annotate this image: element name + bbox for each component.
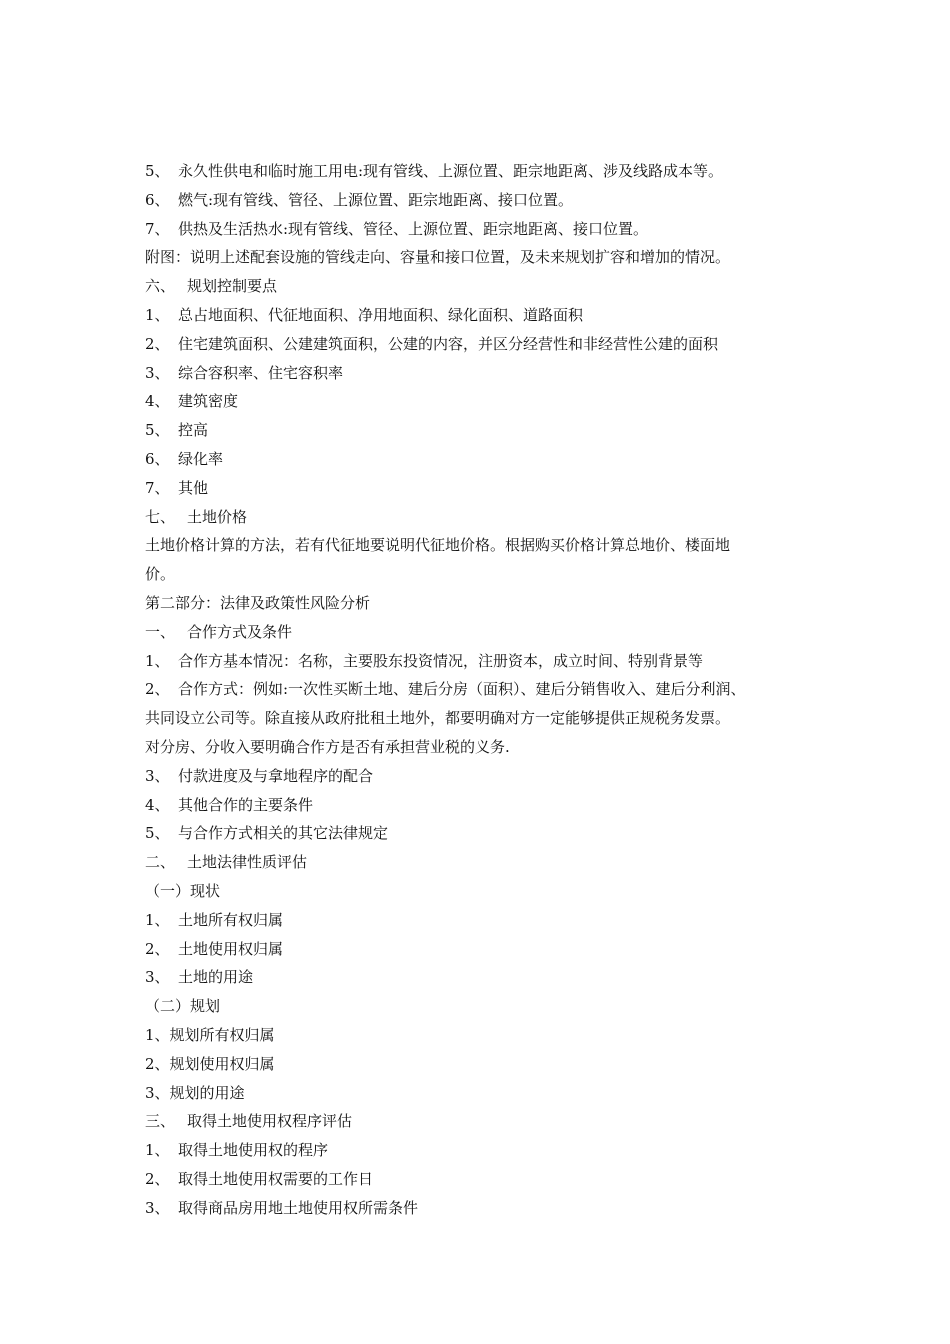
line-text: 绿化率 [178,449,224,468]
text-line [145,1136,825,1165]
item-number: 3、 [145,363,170,382]
text-line [145,387,825,416]
item-number: 5、 [145,421,170,440]
text-line [145,301,825,330]
item-number: 1、 [145,910,170,929]
line-text: 附图：说明上述配套设施的管线走向、容量和接口位置，及未来规划扩容和增加的情况。 [145,248,731,267]
part-heading [145,589,825,618]
line-text: 土地价格计算的方法，若有代征地要说明代征地价格。根据购买价格计算总地价、楼面地 [145,536,731,555]
item-number: 1、 [145,651,170,670]
text-line [145,675,825,704]
line-text: 住宅建筑面积、公建建筑面积，公建的内容，并区分经营性和非经营性公建的面积 [178,334,719,353]
text-line [145,157,825,186]
text-line [145,531,825,560]
section-number: 六、 [145,277,176,296]
item-number: 2、 [145,334,170,353]
section-heading [145,618,825,647]
item-number: 4、 [145,795,170,814]
text-line [145,733,825,762]
text-line [145,560,825,589]
line-text: 价。 [145,565,176,584]
line-text: 燃气:现有管线、管径、上源位置、距宗地距离、接口位置。 [178,190,574,209]
line-text: 总占地面积、代征地面积、净用地面积、绿化面积、道路面积 [178,305,584,324]
text-line [145,819,825,848]
item-number: 2、 [145,680,170,699]
section-heading [145,1107,825,1136]
text-line [145,243,825,272]
line-text: 控高 [178,421,209,440]
section-heading [145,272,825,301]
item-number: 2、 [145,939,170,958]
item-number: 1、 [145,1141,170,1160]
section-number: 七、 [145,507,176,526]
item-number: 7、 [145,219,170,238]
subsection-heading [145,992,825,1021]
item-number: 4、 [145,392,170,411]
text-line [145,704,825,733]
item-number: 6、 [145,449,170,468]
item-number: 2、 [145,1169,170,1188]
line-text: 付款进度及与拿地程序的配合 [178,766,374,785]
section-title: 土地法律性质评估 [187,853,308,872]
text-line [145,474,825,503]
line-text: 土地使用权归属 [178,939,284,958]
line-text: 3、规划的用途 [145,1083,245,1102]
text-line [145,186,825,215]
line-text: 与合作方式相关的其它法律规定 [178,824,389,843]
text-line [145,963,825,992]
line-text: 取得土地使用权需要的工作日 [178,1169,374,1188]
text-line [145,1165,825,1194]
subsection-title: （一）现状 [145,881,221,900]
text-line [145,330,825,359]
section-title: 取得土地使用权程序评估 [187,1112,353,1131]
text-line [145,416,825,445]
line-text: 其他 [178,478,209,497]
text-line [145,791,825,820]
section-number: 三、 [145,1112,176,1131]
line-text: 建筑密度 [178,392,239,411]
item-number: 5、 [145,824,170,843]
text-line [145,359,825,388]
line-text: 取得土地使用权的程序 [178,1141,329,1160]
text-line [145,215,825,244]
section-number: 一、 [145,622,176,641]
text-line [145,647,825,676]
line-text: 供热及生活热水:现有管线、管径、上源位置、距宗地距离、接口位置。 [178,219,649,238]
text-line [145,935,825,964]
section-title: 规划控制要点 [187,277,278,296]
item-number: 3、 [145,968,170,987]
text-line [145,1050,825,1079]
line-text: 对分房、分收入要明确合作方是否有承担营业税的义务. [145,737,510,756]
line-text: 其他合作的主要条件 [178,795,314,814]
text-line [145,906,825,935]
text-line [145,1079,825,1108]
line-text: 土地的用途 [178,968,254,987]
document-page [145,157,825,1222]
line-text: 合作方式：例如:一次性买断土地、建后分房（面积）、建后分销售收入、建后分利润、 [178,680,746,699]
section-heading [145,503,825,532]
item-number: 1、 [145,305,170,324]
item-number: 3、 [145,1198,170,1217]
line-text: 土地所有权归属 [178,910,284,929]
text-line [145,445,825,474]
subsection-heading [145,877,825,906]
item-number: 6、 [145,190,170,209]
subsection-title: （二）规划 [145,997,221,1016]
text-line [145,1021,825,1050]
line-text: 综合容积率、住宅容积率 [178,363,344,382]
line-text: 合作方基本情况：名称，主要股东投资情况，注册资本，成立时间、特别背景等 [178,651,704,670]
line-text: 永久性供电和临时施工用电:现有管线、上源位置、距宗地距离、涉及线路成本等。 [178,162,724,180]
section-number: 二、 [145,853,176,872]
item-number: 7、 [145,478,170,497]
item-number: 5、 [145,162,170,180]
text-line [145,1194,825,1223]
section-title: 合作方式及条件 [187,622,293,641]
line-text: 取得商品房用地土地使用权所需条件 [178,1198,419,1217]
line-text: 2、规划使用权归属 [145,1054,275,1073]
section-title: 土地价格 [187,507,248,526]
line-text: 1、规划所有权归属 [145,1025,275,1044]
line-text: 共同设立公司等。除直接从政府批租土地外，都要明确对方一定能够提供正规税务发票。 [145,709,731,728]
section-heading [145,848,825,877]
part-title: 第二部分：法律及政策性风险分析 [145,593,371,612]
item-number: 3、 [145,766,170,785]
text-line [145,762,825,791]
